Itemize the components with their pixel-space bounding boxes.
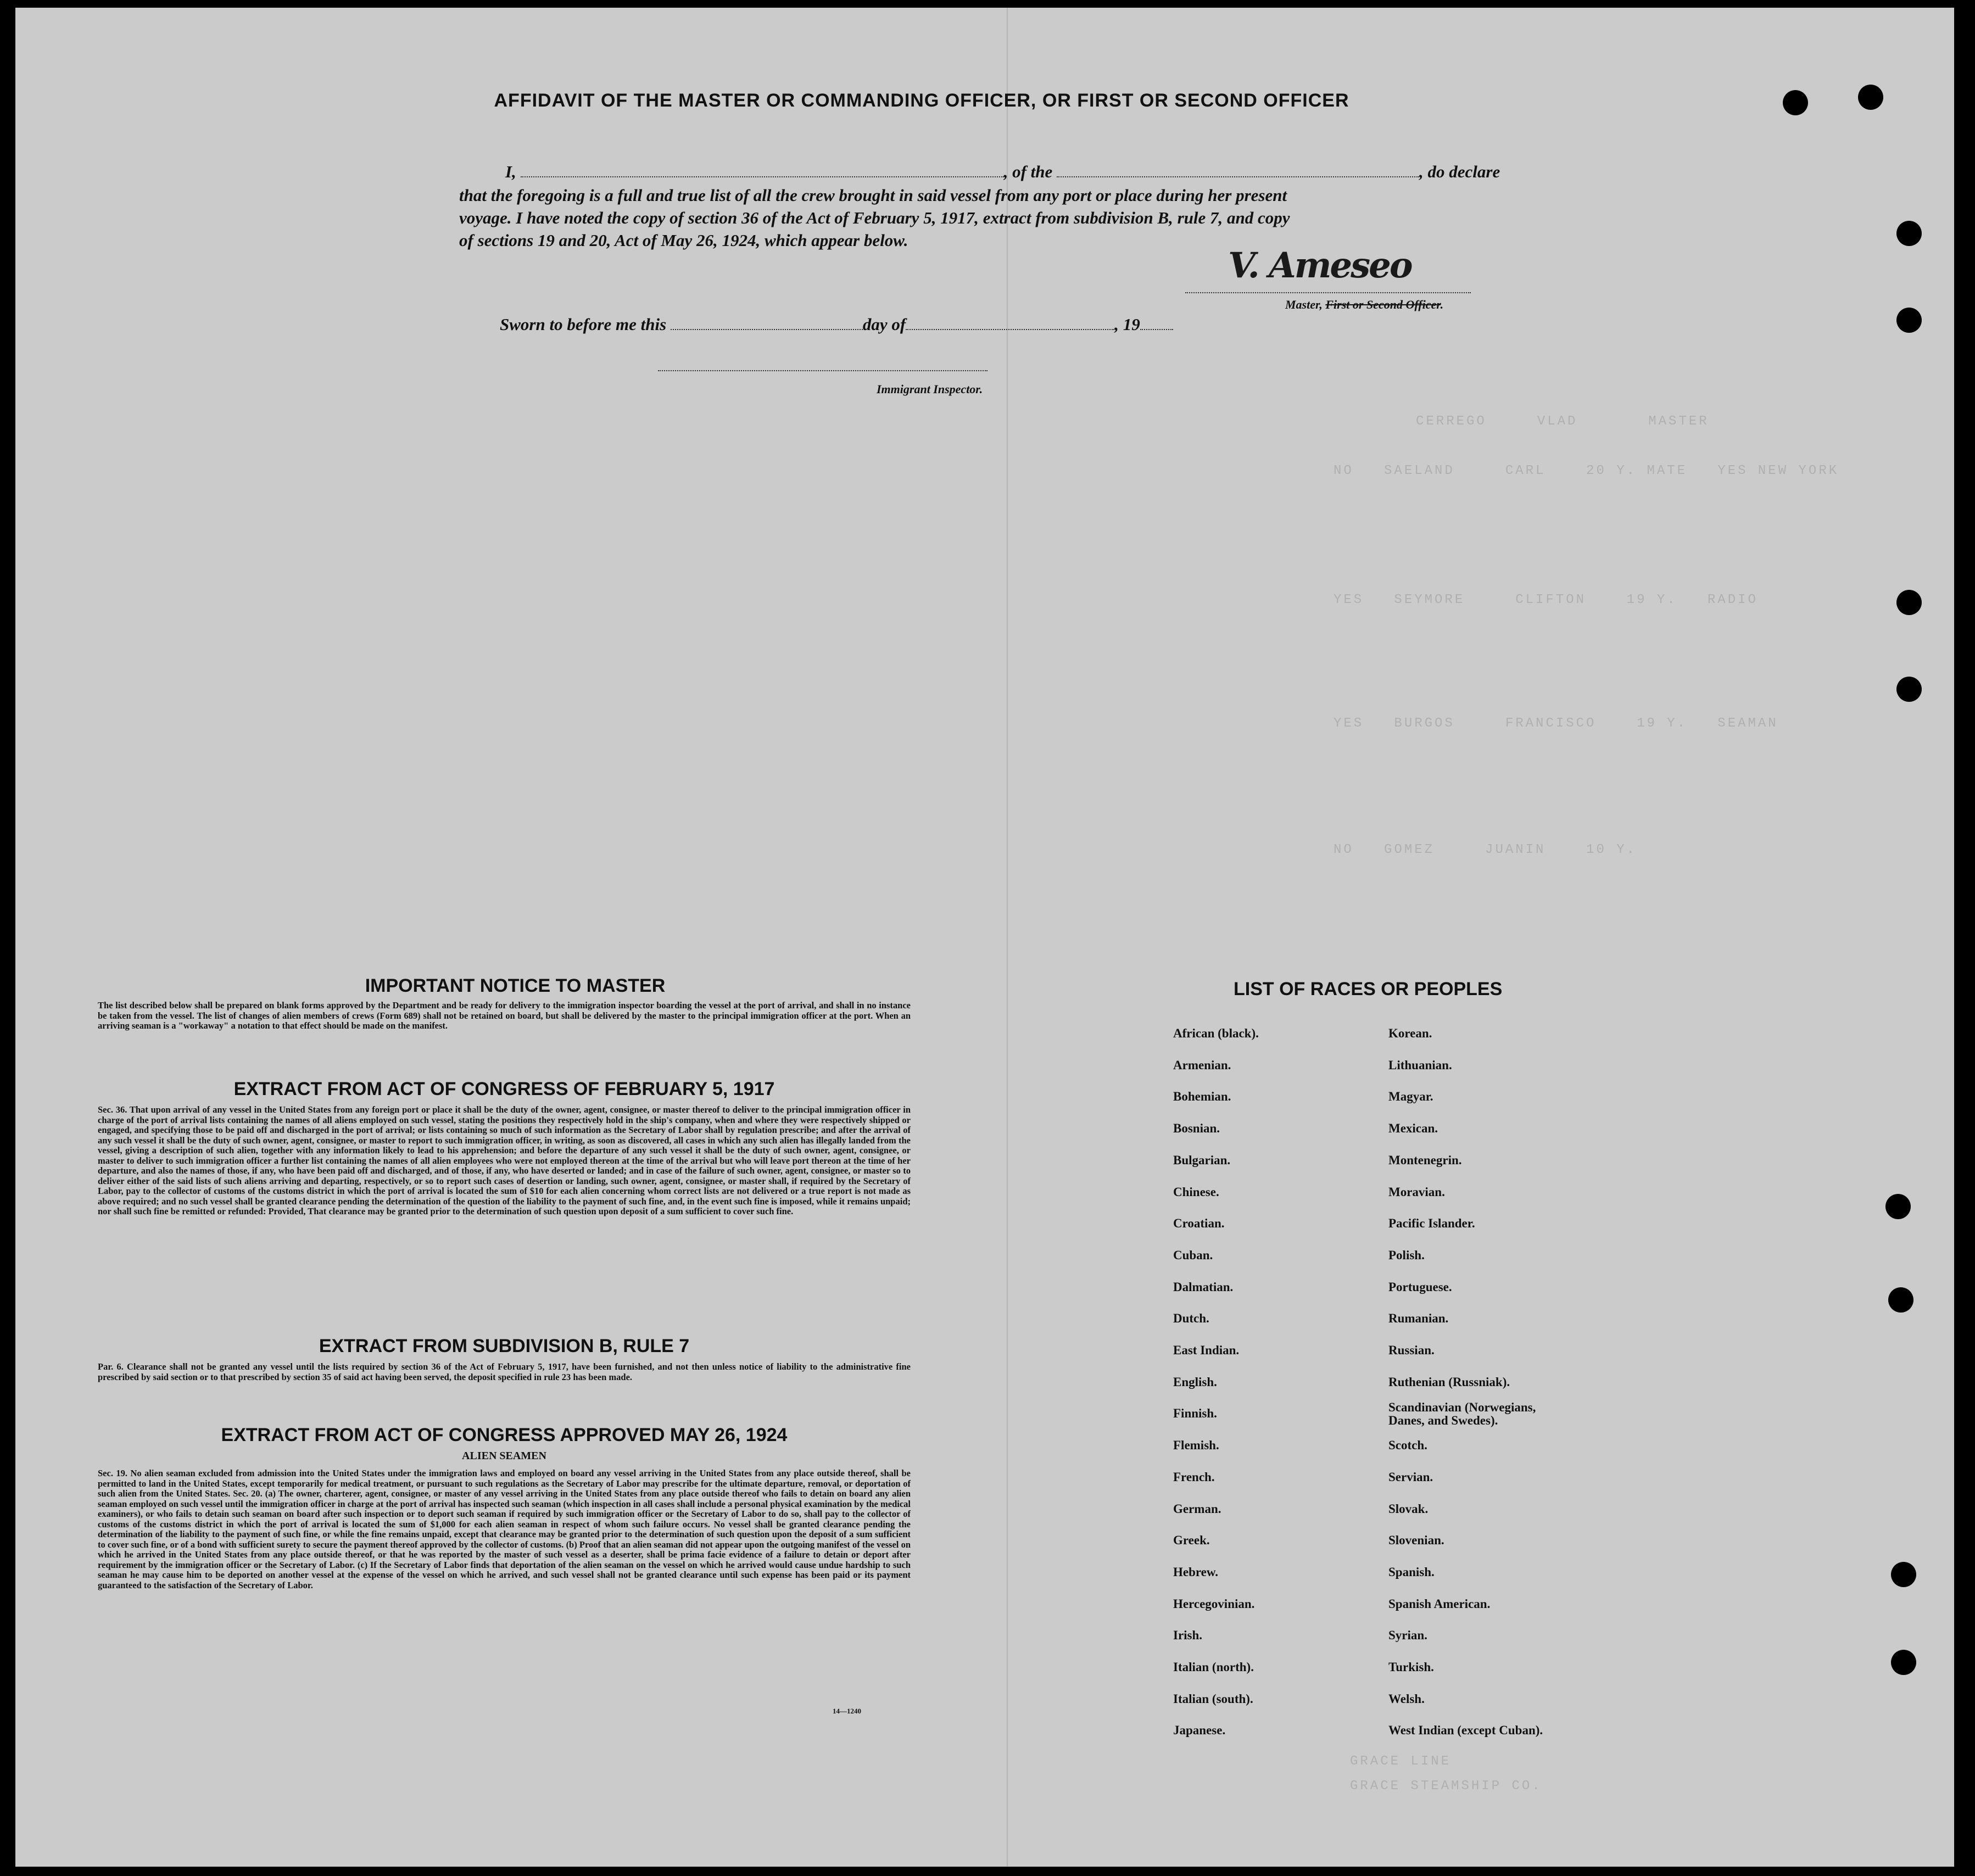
race-item: Slovenian. [1388,1533,1444,1548]
race-item: Chinese. [1173,1185,1219,1199]
race-item: West Indian (except Cuban). [1388,1723,1543,1738]
punch-hole [1858,85,1883,110]
punch-hole [1888,1287,1913,1313]
notice-text: The list described below shall be prepared on blank forms approved by the Department and be ready for delivery to the immigration inspector boarding the vessel at the port of arrival, and shall in no instance be taken from the vessel. The list of changes of alien members of crews (Form 689) shall not be retained on board, but shall be delivered by the master to the principal immigration officer at the port. When an arriving seaman is a "workaway" a notation to that effect should be made on the manifest. [98,1000,911,1031]
sworn-line: Sworn to before me this day of , 19 [500,313,1173,336]
race-item: Scandinavian (Norwegians, Danes, and Swedes). [1388,1400,1536,1428]
signature-caption: Master, First or Second Officer. [1285,298,1444,311]
race-item: Bosnian. [1173,1121,1220,1136]
race-item: Polish. [1388,1248,1425,1262]
punch-hole [1885,1194,1911,1219]
inspector-caption: Immigrant Inspector. [877,382,983,396]
race-item: Portuguese. [1388,1280,1452,1294]
race-item: East Indian. [1173,1343,1240,1357]
race-item: African (black). [1173,1026,1259,1040]
extract-1917-text: Sec. 36. That upon arrival of any vessel in the United States from any foreign port or place it shall be the duty of the owner, agent, consignee, or master thereof to deliver to the principal immigration officer in charge of the port of arrival lists containing the names of all aliens employed on such vessel, stating the positions they respectively hold in the ship's company, when and where they were respectively shipped or engaged, and specifying those to be paid off and discharged in the port of arrival; or lists containing so much of such information as the Secretary of Labor shall by regulation prescribe; and after the arrival of any such vessel it shall be the duty of such owner, agent, consignee, or master to report to such immigration officer, in writing, as soon as discovered, all cases in which any such alien has illegally landed from the vessel, giving a description of such alien, together with any information likely to lead to his apprehension; and before the departure of any such vessel it shall be the duty of such owner, agent, consignee, or master to deliver to such immigration officer a further list containing the names of all alien employees who were not employed thereon at the time of the arrival but who will leave port thereon at the time of her departure, and also the names of those, if any, who have been paid off and discharged, and of those, if any, who have deserted or landed; and in case of the failure of such owner, agent, consignee, or master so to deliver either of the said lists of such aliens arriving and departing, respectively, or so to report such cases of desertion or landing, such owner, agent, consignee, or master shall, if required by the Secretary of Labor, pay to the collector of customs of the customs district in which the port of arrival is located the sum of $10 for each alien concerning whom correct lists are not delivered or a true report is not made as above required; and no such vessel shall be granted clearance pending the determination of the question of the liability to the payment of such fine, and, in the event such fine is imposed, while it remains unpaid; nor shall such fine be remitted or refunded: Provided, That clearance may be granted prior to the determination of such question upon deposit of a sum sufficient to cover such fine. [98,1104,911,1216]
notice-heading: IMPORTANT NOTICE TO MASTER [365,975,666,996]
extract-1917-heading: EXTRACT FROM ACT OF CONGRESS OF FEBRUARY 5, 1917 [233,1079,775,1099]
race-item: Greek. [1173,1533,1210,1548]
race-item: Dutch. [1173,1311,1209,1326]
race-item: Italian (south). [1173,1691,1253,1706]
affidavit-line-2: that the foregoing is a full and true list of all the crew brought in said vessel from any port or place during her present [459,186,1287,205]
race-item: Scotch. [1388,1438,1427,1453]
bleed-through-text: YES SEYMORE CLIFTON 19 Y. RADIO [1334,593,1758,607]
race-item: Lithuanian. [1388,1058,1452,1072]
race-item: French. [1173,1470,1215,1484]
race-item: Servian. [1388,1470,1433,1484]
race-item: Spanish. [1388,1565,1435,1579]
bleed-through-text: YES BURGOS FRANCISCO 19 Y. SEAMAN [1334,716,1778,731]
race-item: Mexican. [1388,1121,1438,1136]
signature-line [1185,292,1471,293]
punch-hole [1891,1562,1916,1587]
race-item: Turkish. [1388,1660,1434,1674]
race-item: Finnish. [1173,1406,1217,1421]
punch-hole [1896,308,1922,333]
race-item: Spanish American. [1388,1596,1491,1611]
race-item: Bulgarian. [1173,1153,1231,1167]
punch-hole [1896,221,1922,246]
race-item: Italian (north). [1173,1660,1254,1674]
punch-hole [1896,590,1922,615]
race-item: Hercegovinian. [1173,1596,1255,1611]
race-item: Hebrew. [1173,1565,1218,1579]
rule-7-text: Par. 6. Clearance shall not be granted any vessel until the lists required by section 36 of the Act of February 5, 1917, have been furnished, and not then unless notice of liability to the administrative fine prescribed by said section or to that prescribed by section 35 of said act having been served, the deposit specified in rule 23 has been made. [98,1361,911,1382]
race-item: Rumanian. [1388,1311,1449,1326]
document-page [15,8,1954,1867]
affidavit-line-4: of sections 19 and 20, Act of May 26, 1924, which appear below. [459,231,908,250]
bleed-through-text: NO SAELAND CARL 20 Y. MATE YES NEW YORK [1334,464,1839,478]
fold-line [1007,8,1008,1867]
extract-1924-text: Sec. 19. No alien seaman excluded from admission into the United States under the immigration laws and employed on board any vessel arriving in the United States from any place outside thereof, shall be permitted to land in the United States, except temporarily for medical treatment, or pursuant to such regulations as the Secretary of Labor may prescribe for the ultimate departure, removal, or deportation of such alien from the United States. Sec. 20. (a) The owner, charterer, agent, consignee, or master of any vessel arriving in the United States from any place outside thereof who fails to detain on board any alien seaman employed on such vessel until the immigration officer in charge at the port of arrival has inspected such seaman (which inspection in all cases shall include a personal physical examination by the medical examiners), or who fails to detain such seaman on board after such inspection or to deport such seaman if required by such immigration officer or the Secretary of Labor to do so, shall pay to the collector of customs of the customs district in which the port of arrival is located the sum of $1,000 for each alien seaman in respect of whom such failure occurs. No vessel shall be granted clearance pending the determination of the liability to the payment of such fine, or while the fine remains unpaid, except that clearance may be granted prior to the determination of such question upon the deposit of a sum sufficient to cover such fine, or of a bond with sufficient surety to secure the payment thereof approved by the collector of customs. (b) Proof that an alien seaman did not appear upon the outgoing manifest of the vessel on which he arrived in the United States from any place outside thereof, or that he was reported by the master of such vessel as a deserter, shall be prima facie evidence of a failure to detain or deport after requirement by the immigration officer or the Secretary of Labor. (c) If the Secretary of Labor finds that deportation of the alien seaman on the vessel on which he arrived would cause undue hardship to such seaman he may cause him to be deported on another vessel at the expense of the vessel on which he arrived, and such vessel shall not be granted clearance until such expense has been paid or its payment guaranteed to the satisfaction of the Secretary of Labor. [98,1468,911,1590]
bleed-through-text: GRACE STEAMSHIP CO. [1350,1779,1542,1794]
extract-1924-heading: EXTRACT FROM ACT OF CONGRESS APPROVED MAY 26, 1924 [221,1425,788,1445]
inspector-signature-line [658,370,988,371]
bleed-through-text: NO GOMEZ JUANIN 10 Y. [1334,842,1637,857]
race-item: Syrian. [1388,1628,1427,1643]
race-item: Russian. [1388,1343,1435,1357]
race-item: Armenian. [1173,1058,1231,1072]
races-heading: LIST OF RACES OR PEOPLES [1234,979,1503,1000]
extract-1924-subheading: ALIEN SEAMEN [462,1450,546,1462]
race-item: Bohemian. [1173,1090,1231,1104]
affidavit-line-3: voyage. I have noted the copy of section 36 of the Act of February 5, 1917, extract from subdivision B, rule 7, and copy [459,208,1290,227]
race-item: Welsh. [1388,1691,1425,1706]
race-item: Dalmatian. [1173,1280,1234,1294]
race-item: Croatian. [1173,1216,1225,1231]
bleed-through-text: GRACE LINE [1350,1754,1452,1769]
race-item: Slovak. [1388,1501,1429,1516]
race-item: Korean. [1388,1026,1432,1040]
bleed-through-text: CERREGO VLAD MASTER [1416,414,1709,429]
form-number: 14—1240 [833,1707,861,1715]
signature: V. Ameseo [1228,245,1411,286]
rule-7-heading: EXTRACT FROM SUBDIVISION B, RULE 7 [319,1336,690,1356]
race-item: Japanese. [1173,1723,1226,1738]
affidavit-line-1: I, , of the , do declare [505,162,1500,181]
race-item: Pacific Islander. [1388,1216,1475,1231]
race-item: Cuban. [1173,1248,1213,1262]
race-item: Ruthenian (Russniak). [1388,1375,1510,1389]
race-item: German. [1173,1501,1221,1516]
punch-hole [1891,1650,1916,1675]
race-item: Montenegrin. [1388,1153,1462,1167]
race-item: Flemish. [1173,1438,1219,1453]
affidavit-title: AFFIDAVIT OF THE MASTER OR COMMANDING OFFICER, OR FIRST OR SECOND OFFICER [494,90,1349,111]
race-item: Irish. [1173,1628,1203,1643]
race-item: English. [1173,1375,1217,1389]
race-item: Moravian. [1388,1185,1445,1199]
race-item: Magyar. [1388,1090,1433,1104]
punch-hole [1896,677,1922,702]
